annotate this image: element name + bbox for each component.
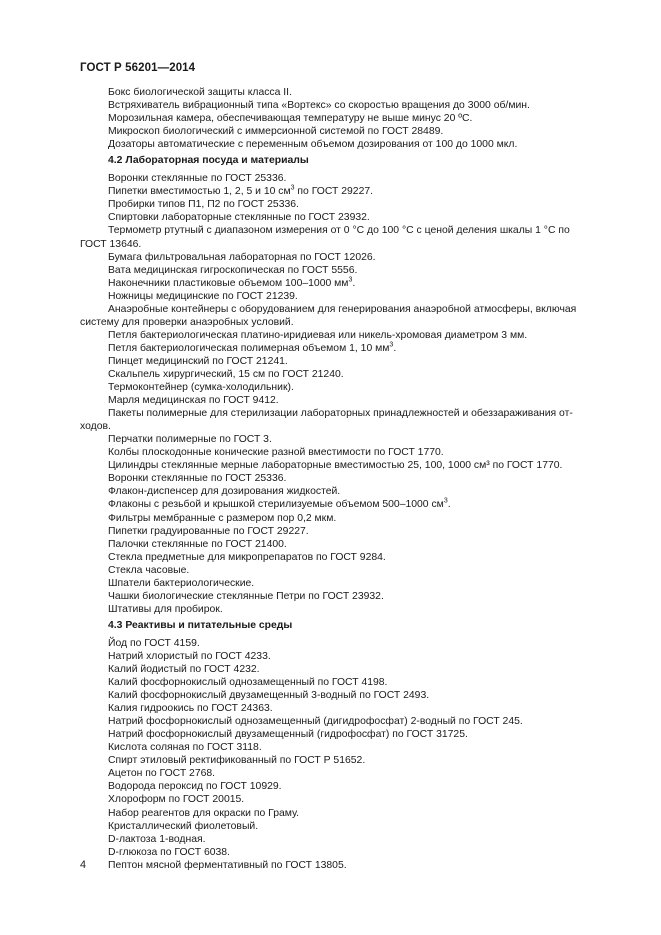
- list-item: Калия гидроокись по ГОСТ 24363.: [108, 703, 273, 715]
- list-item-continuation: ГОСТ 13646.: [80, 238, 142, 250]
- list-item: Воронки стеклянные по ГОСТ 25336.: [108, 173, 287, 185]
- list-item: Шпатели бактериологические.: [108, 577, 255, 589]
- list-item: Пинцет медицинский по ГОСТ 21241.: [108, 355, 288, 367]
- list-item: Фильтры мембранные с размером пор 0,2 мкм.: [108, 512, 337, 524]
- list-item: Кристаллический фиолетовый.: [108, 820, 259, 832]
- list-item: Термоконтейнер (сумка-холодильник).: [108, 382, 294, 394]
- superscript: 3: [443, 497, 448, 505]
- list-item: D-лактоза 1-водная.: [108, 833, 206, 845]
- list-item: Скальпель хирургический, 15 см по ГОСТ 21240.: [108, 368, 344, 380]
- list-item: Натрий хлористый по ГОСТ 4233.: [108, 650, 271, 662]
- list-item: Пептон мясной ферментативный по ГОСТ 13805.: [108, 859, 347, 871]
- list-item: Стекла предметные для микропрепаратов по ГОСТ 9284.: [108, 551, 386, 563]
- page-number: 4: [80, 859, 87, 871]
- list-item: Спирт этиловый ректификованный по ГОСТ Р 51652.: [108, 755, 366, 767]
- list-item-continuation: систему для проверки анаэробных условий.: [80, 316, 294, 328]
- document-header: ГОСТ Р 56201—2014: [80, 62, 196, 74]
- list-item: Водорода пероксид по ГОСТ 10929.: [108, 781, 282, 793]
- list-item: Перчатки полимерные по ГОСТ 3.: [108, 434, 272, 446]
- list-item: Анаэробные контейнеры с оборудованием для генерирования анаэробной атмосферы, включая: [108, 303, 577, 315]
- list-item: Пробирки типов П1, П2 по ГОСТ 25336.: [108, 199, 299, 211]
- list-item: [80, 498, 620, 511]
- list-item: Дозаторы автоматические с переменным объемом дозирования от 100 до 1000 мкл.: [108, 139, 518, 151]
- list-item-continuation: ходов.: [80, 421, 111, 433]
- list-item: Термометр ртутный с диапазоном измерения от 0 °С до 100 °С с ценой деления шкалы 1 °С по: [108, 225, 570, 237]
- text-part: Флаконы с резьбой и крышкой стерилизуемые объемом 500–1000 см: [108, 499, 444, 511]
- list-item: Вата медицинская гигроскопическая по ГОСТ 5556.: [108, 264, 358, 276]
- list-item: Бумага фильтровальная лабораторная по ГОСТ 12026.: [108, 251, 376, 263]
- list-item: Бокс биологической защиты класса II.: [108, 87, 292, 98]
- text-part: Пипетки вместимостью 1, 2, 5 и 10 см: [108, 186, 291, 198]
- text-part: .: [352, 277, 356, 289]
- list-item: Флакон-диспенсер для дозирования жидкостей.: [108, 486, 341, 498]
- list-item: Калий фосфорнокислый однозамещенный по ГОСТ 4198.: [108, 677, 388, 689]
- text-part: .: [447, 499, 451, 511]
- list-item: Цилиндры стеклянные мерные лабораторные вместимостью 25, 100, 1000 см³ по ГОСТ 1770.: [108, 460, 563, 472]
- text-part: .: [393, 342, 397, 354]
- superscript: 3: [389, 341, 394, 349]
- list-item: Микроскоп биологический с иммерсионной системой по ГОСТ 28489.: [108, 126, 444, 138]
- list-item: [80, 277, 620, 290]
- page-content: [80, 86, 620, 872]
- list-item: [80, 342, 620, 355]
- superscript: 3: [290, 184, 295, 192]
- list-item: Натрий фосфорнокислый однозамещенный (дигидрофосфат) 2-водный по ГОСТ 245.: [108, 716, 523, 728]
- list-item: Набор реагентов для окраски по Граму.: [108, 807, 300, 819]
- list-item: Морозильная камера, обеспечивающая температуру не выше минус 20 ºС.: [108, 113, 473, 125]
- list-item: Йод по ГОСТ 4159.: [108, 637, 200, 649]
- list-item: Ножницы медицинские по ГОСТ 21239.: [108, 290, 298, 302]
- text-part: по ГОСТ 29227.: [294, 186, 374, 198]
- list-item: Колбы плоскодонные конические разной вместимости по ГОСТ 1770.: [108, 447, 444, 459]
- superscript: 3: [348, 276, 353, 284]
- section-heading-4-3: 4.3 Реактивы и питательные среды: [108, 619, 293, 631]
- section-heading-4-2: 4.2 Лабораторная посуда и материалы: [108, 155, 309, 167]
- list-item: Марля медицинская по ГОСТ 9412.: [108, 395, 279, 407]
- list-item: Стекла часовые.: [108, 564, 190, 576]
- list-item: [80, 185, 620, 198]
- list-item: Петля бактериологическая платино-иридиевая или никель-хромовая диаметром 3 мм.: [108, 329, 528, 341]
- list-item: Хлороформ по ГОСТ 20015.: [108, 794, 245, 806]
- text-part: Наконечники пластиковые объемом 100–1000 мм: [108, 277, 349, 289]
- list-item: Пипетки градуированные по ГОСТ 29227.: [108, 525, 309, 537]
- list-item: Натрий фосфорнокислый двузамещенный (гидрофосфат) по ГОСТ 31725.: [108, 729, 468, 741]
- list-item: Калий йодистый по ГОСТ 4232.: [108, 664, 260, 676]
- list-item: Кислота соляная по ГОСТ 3118.: [108, 742, 262, 754]
- list-item: Спиртовки лабораторные стеклянные по ГОСТ 23932.: [108, 212, 370, 224]
- list-item: Штативы для пробирок.: [108, 603, 223, 615]
- list-item: Ацетон по ГОСТ 2768.: [108, 768, 216, 780]
- list-item: Палочки стеклянные по ГОСТ 21400.: [108, 538, 287, 550]
- list-item: Воронки стеклянные по ГОСТ 25336.: [108, 473, 287, 485]
- list-item: Калий фосфорнокислый двузамещенный 3-водный по ГОСТ 2493.: [108, 690, 430, 702]
- list-item: Встряхиватель вибрационный типа «Вортекс» со скоростью вращения до 3000 об/мин.: [108, 100, 530, 112]
- text-part: Петля бактериологическая полимерная объемом 1, 10 мм: [108, 342, 390, 354]
- list-item: Пакеты полимерные для стерилизации лабораторных принадлежностей и обеззараживания от-: [108, 408, 573, 420]
- list-item: D-глюкоза по ГОСТ 6038.: [108, 846, 230, 858]
- list-item: Чашки биологические стеклянные Петри по ГОСТ 23932.: [108, 590, 384, 602]
